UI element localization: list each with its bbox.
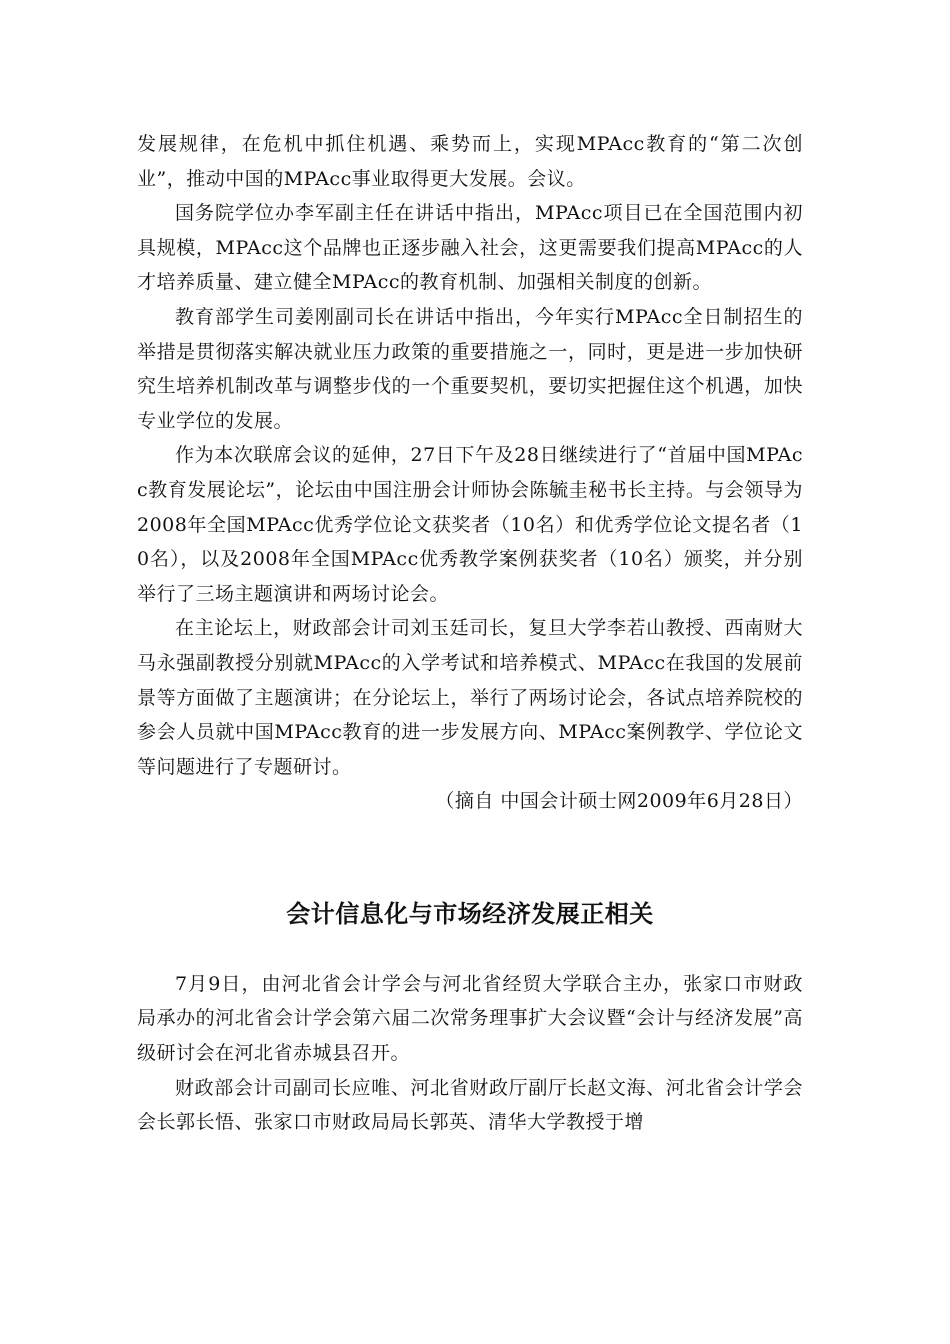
paragraph: 发展规律，在危机中抓住机遇、乘势而上，实现MPAcc教育的“第二次创业”，推动中国的MPAcc事业取得更大发展。会议。 [137, 133, 803, 190]
paragraph: 在主论坛上，财政部会计司刘玉廷司长，复旦大学李若山教授、西南财大马永强副教授分别就MPAcc的入学考试和培养模式、MPAcc在我国的发展前景等方面做了主题演讲；在分论坛上，举行了两场讨论会，各试点培养院校的参会人员就中国MPAcc教育的进一步发展方向、MPAcc案例教学、学位论文等问题进行了专题研讨。 [137, 617, 803, 778]
article-mpacc-conference [137, 127, 803, 819]
paragraph: 7月9日，由河北省会计学会与河北省经贸大学联合主办，张家口市财政局承办的河北省会计学会第六届二次常务理事扩大会议暨“会计与经济发展”高级研讨会在河北省赤城县召开。 [137, 972, 803, 1065]
source-citation: （摘自 中国会计硕士网2009年6月28日） [435, 790, 803, 813]
paragraph: 国务院学位办李军副主任在讲话中指出，MPAcc项目已在全国范围内初具规模，MPAcc这个品牌也正逐步融入社会，这更需要我们提高MPAcc的人才培养质量、建立健全MPAcc的教育机制、加强相关制度的创新。 [137, 202, 803, 294]
paragraph: 财政部会计司副司长应唯、河北省财政厅副厅长赵文海、河北省会计学会会长郭长悟、张家口市财政局局长郭英、清华大学教授于增 [137, 1076, 803, 1134]
article-title: 会计信息化与市场经济发展正相关 [286, 899, 654, 928]
paragraph: 作为本次联席会议的延伸，27日下午及28日继续进行了“首届中国MPAcc教育发展论坛”，论坛由中国注册会计师协会陈毓圭秘书长主持。与会领导为2008年全国MPAcc优秀学位论文获奖者（10名）和优秀学位论文提名者（10名），以及2008年全国MPAcc优秀教学案例获奖者（10名）颁奖，并分别举行了三场主题演讲和两场讨论会。 [137, 444, 803, 605]
paragraph: 教育部学生司姜刚副司长在讲话中指出，今年实行MPAcc全日制招生的举措是贯彻落实解决就业压力政策的重要措施之一，同时，更是进一步加快研究生培养机制改革与调整步伐的一个重要契机，要切实把握住这个机遇，加快专业学位的发展。 [137, 305, 803, 432]
article-accounting-informatization [137, 897, 803, 1140]
document-page [137, 127, 803, 1140]
